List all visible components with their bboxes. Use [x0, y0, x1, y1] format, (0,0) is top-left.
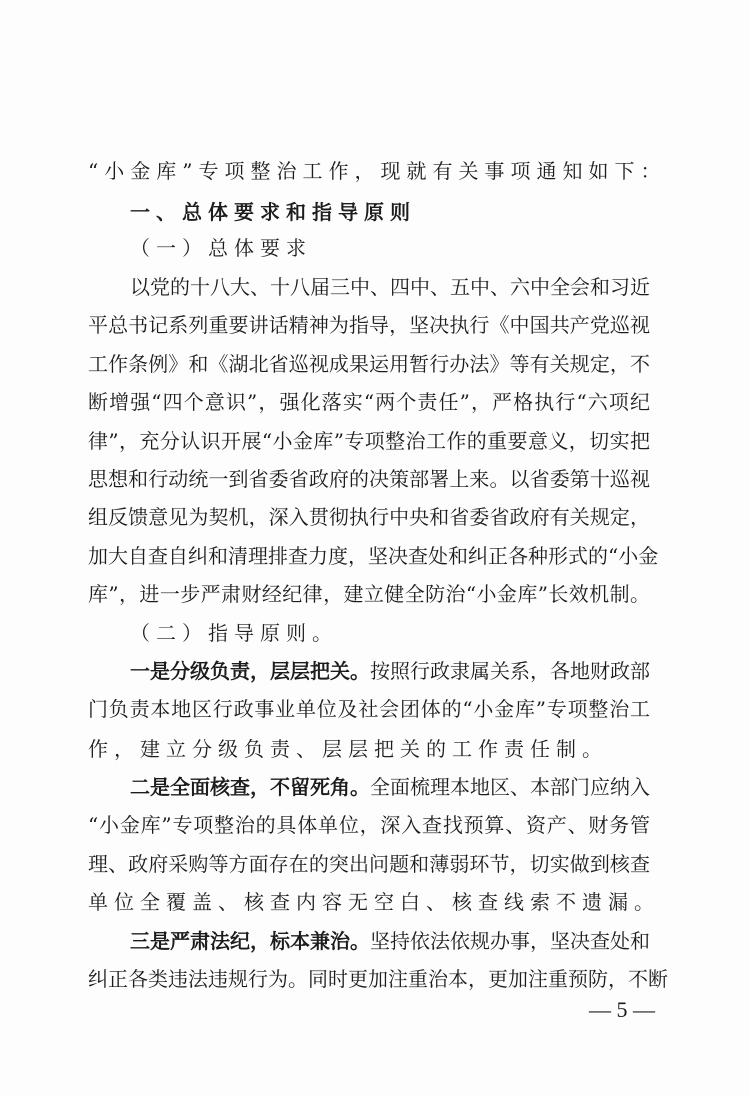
paragraph-line: 门负责本地区行政事业单位及社会团体的“小金库”专项整治工: [88, 697, 650, 721]
principle-title: 二是全面核查，不留死角。: [130, 775, 370, 799]
paragraph-line: [130, 652, 650, 690]
paragraph-line: 工作条例》和《湖北省巡视成果运用暂行办法》等有关规定，不: [88, 352, 650, 376]
paragraph-line: 断增强“四个意识”，强化落实“两个责任”，严格执行“六项纪: [88, 390, 650, 414]
principle-title: 三是严肃法纪，标本兼治。: [130, 929, 370, 953]
paragraph-line: [130, 922, 650, 960]
paragraph-text: 按照行政隶属关系，各地财政部: [370, 659, 650, 683]
paragraph-line: 纠正各类违法违规行为。同时更加注重治本，更加注重预防，不断: [88, 967, 668, 991]
paragraph-line: 加大自查自纠和清理排查力度，坚决查处和纠正各种形式的“小金: [88, 544, 659, 568]
paragraph-line: 库”，进一步严肃财经纪律，建立健全防治“小金库”长效机制。: [88, 582, 650, 606]
paragraph-line: 以党的十八大、十八届三中、四中、五中、六中全会和习近: [130, 275, 650, 299]
subsection-heading: （一）总体要求: [130, 236, 312, 260]
paragraph-line: “小金库”专项整治工作，现就有关事项通知如下：: [88, 159, 667, 183]
paragraph-text: 全面梳理本地区、本部门应纳入: [370, 775, 650, 799]
paragraph-line: 理、政府采购等方面存在的突出问题和薄弱环节，切实做到核查: [88, 852, 650, 876]
subsection-heading: （二）指导原则。: [130, 621, 338, 645]
paragraph-line: 作，建立分级负责、层层把关的工作责任制。: [88, 737, 608, 761]
page-number: — 5 —: [589, 997, 655, 1022]
paragraph-line: 单位全覆盖、核查内容无空白、核查线索不遗漏。: [88, 890, 660, 914]
paragraph-line: 平总书记系列重要讲话精神为指导，坚决执行《中国共产党巡视: [88, 313, 650, 337]
paragraph-line: 律”，充分认识开展“小金库”专项整治工作的重要意义，切实把: [88, 429, 650, 453]
paragraph-line: 思想和行动统一到省委省政府的决策部署上来。以省委第十巡视: [88, 467, 650, 491]
paragraph-line: 组反馈意见为契机，深入贯彻执行中央和省委省政府有关规定，: [88, 505, 650, 529]
paragraph-line: [130, 768, 650, 806]
principle-title: 一是分级负责，层层把关。: [130, 659, 370, 683]
section-heading: 一、总体要求和指导原则: [130, 200, 416, 224]
paragraph-line: “小金库”专项整治的具体单位，深入查找预算、资产、财务管: [88, 813, 650, 837]
paragraph-text: 坚持依法依规办事，坚决查处和: [370, 929, 650, 953]
